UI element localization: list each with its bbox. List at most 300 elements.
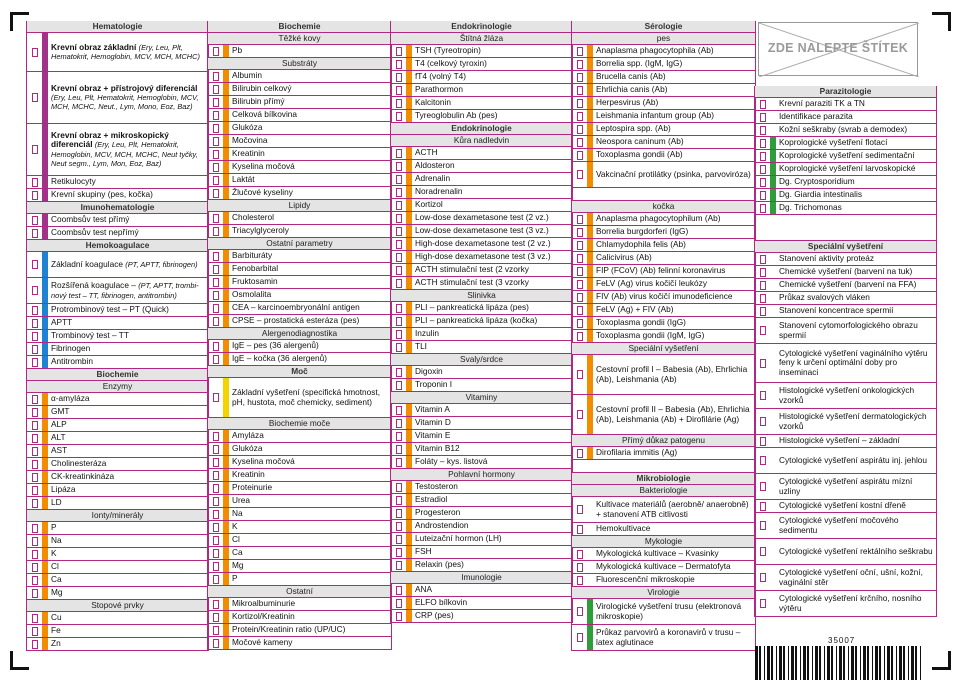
test-checkbox[interactable] [391, 162, 406, 171]
test-item[interactable] [208, 611, 391, 624]
test-item[interactable] [27, 176, 208, 189]
test-checkbox[interactable] [27, 576, 42, 585]
test-item[interactable] [755, 176, 936, 189]
test-item[interactable] [391, 507, 572, 520]
test-item[interactable] [572, 45, 755, 58]
test-checkbox[interactable] [391, 240, 406, 249]
test-checkbox[interactable] [208, 458, 223, 467]
test-item[interactable] [391, 147, 572, 160]
test-checkbox[interactable] [391, 432, 406, 441]
test-checkbox[interactable] [572, 319, 587, 328]
test-item[interactable] [27, 497, 208, 510]
test-checkbox[interactable] [208, 510, 223, 519]
test-item[interactable] [391, 225, 572, 238]
test-item[interactable] [391, 315, 572, 328]
test-item[interactable] [208, 263, 391, 276]
test-checkbox[interactable] [755, 268, 770, 277]
test-checkbox[interactable] [572, 138, 587, 147]
test-checkbox[interactable] [391, 496, 406, 505]
test-checkbox[interactable] [27, 473, 42, 482]
test-checkbox[interactable] [27, 306, 42, 315]
test-checkbox[interactable] [391, 112, 406, 121]
test-checkbox[interactable] [755, 281, 770, 290]
test-checkbox[interactable] [391, 99, 406, 108]
test-checkbox[interactable] [572, 550, 587, 559]
test-item[interactable] [572, 71, 755, 84]
test-item[interactable] [391, 481, 572, 494]
test-checkbox[interactable] [391, 86, 406, 95]
test-item[interactable] [391, 186, 572, 199]
test-item[interactable] [572, 625, 755, 651]
test-item[interactable] [755, 318, 936, 344]
test-item[interactable] [755, 539, 936, 565]
test-checkbox[interactable] [208, 484, 223, 493]
test-item[interactable] [572, 574, 755, 587]
test-checkbox[interactable] [27, 332, 42, 341]
test-item[interactable] [391, 58, 572, 71]
test-checkbox[interactable] [27, 358, 42, 367]
test-item[interactable] [391, 97, 572, 110]
test-checkbox[interactable] [755, 417, 770, 426]
test-checkbox[interactable] [27, 627, 42, 636]
test-item[interactable] [391, 173, 572, 186]
test-item[interactable] [572, 355, 755, 395]
test-item[interactable] [391, 559, 572, 572]
test-item[interactable] [208, 315, 391, 328]
test-item[interactable] [27, 535, 208, 548]
test-item[interactable] [391, 84, 572, 97]
test-item[interactable] [755, 266, 936, 279]
test-checkbox[interactable] [755, 191, 770, 200]
test-checkbox[interactable] [208, 150, 223, 159]
test-item[interactable] [208, 598, 391, 611]
test-checkbox[interactable] [755, 113, 770, 122]
test-checkbox[interactable] [208, 252, 223, 261]
test-checkbox[interactable] [391, 253, 406, 262]
test-checkbox[interactable] [208, 562, 223, 571]
test-item[interactable] [391, 45, 572, 58]
test-item[interactable] [572, 84, 755, 97]
test-item[interactable] [208, 547, 391, 560]
test-item[interactable] [391, 110, 572, 123]
test-item[interactable] [208, 482, 391, 495]
test-item[interactable] [208, 637, 391, 650]
test-checkbox[interactable] [755, 307, 770, 316]
test-item[interactable] [572, 136, 755, 149]
test-item[interactable] [572, 447, 755, 460]
test-item[interactable] [27, 304, 208, 317]
test-item[interactable] [208, 469, 391, 482]
test-item[interactable] [391, 379, 572, 392]
test-item[interactable] [208, 45, 391, 58]
test-item[interactable] [755, 474, 936, 500]
test-item[interactable] [755, 565, 936, 591]
test-item[interactable] [572, 123, 755, 136]
test-item[interactable] [391, 533, 572, 546]
test-item[interactable] [27, 189, 208, 202]
test-item[interactable] [572, 110, 755, 123]
test-checkbox[interactable] [572, 125, 587, 134]
test-item[interactable] [208, 212, 391, 225]
test-checkbox[interactable] [208, 291, 223, 300]
test-checkbox[interactable] [208, 98, 223, 107]
test-item[interactable] [572, 278, 755, 291]
test-checkbox[interactable] [572, 607, 587, 616]
test-checkbox[interactable] [208, 124, 223, 133]
test-checkbox[interactable] [572, 267, 587, 276]
test-item[interactable] [27, 638, 208, 651]
test-checkbox[interactable] [208, 393, 223, 402]
test-checkbox[interactable] [391, 368, 406, 377]
test-item[interactable] [208, 161, 391, 174]
test-checkbox[interactable] [755, 359, 770, 368]
test-checkbox[interactable] [391, 535, 406, 544]
test-item[interactable] [208, 353, 391, 366]
test-checkbox[interactable] [572, 86, 587, 95]
test-item[interactable] [208, 340, 391, 353]
test-item[interactable] [27, 406, 208, 419]
test-checkbox[interactable] [208, 497, 223, 506]
test-checkbox[interactable] [208, 214, 223, 223]
test-item[interactable] [208, 187, 391, 200]
test-checkbox[interactable] [208, 317, 223, 326]
test-item[interactable] [208, 96, 391, 109]
test-checkbox[interactable] [755, 326, 770, 335]
test-item[interactable] [208, 378, 391, 418]
test-item[interactable] [755, 500, 936, 513]
test-item[interactable] [391, 212, 572, 225]
test-checkbox[interactable] [391, 483, 406, 492]
test-checkbox[interactable] [572, 60, 587, 69]
test-item[interactable] [572, 317, 755, 330]
test-checkbox[interactable] [391, 188, 406, 197]
test-checkbox[interactable] [27, 421, 42, 430]
test-item[interactable] [391, 328, 572, 341]
test-item[interactable] [572, 97, 755, 110]
test-checkbox[interactable] [27, 260, 42, 269]
test-checkbox[interactable] [208, 85, 223, 94]
test-checkbox[interactable] [208, 536, 223, 545]
test-checkbox[interactable] [572, 306, 587, 315]
test-checkbox[interactable] [572, 254, 587, 263]
test-item[interactable] [572, 252, 755, 265]
test-item[interactable] [755, 124, 936, 137]
test-checkbox[interactable] [208, 575, 223, 584]
test-item[interactable] [208, 109, 391, 122]
test-item[interactable] [572, 291, 755, 304]
test-item[interactable] [208, 122, 391, 135]
test-checkbox[interactable] [572, 525, 587, 534]
test-item[interactable] [27, 317, 208, 330]
test-checkbox[interactable] [391, 343, 406, 352]
test-item[interactable] [755, 163, 936, 176]
test-item[interactable] [27, 227, 208, 240]
test-item[interactable] [572, 548, 755, 561]
test-item[interactable] [27, 458, 208, 471]
test-item[interactable] [755, 292, 936, 305]
test-item[interactable] [572, 523, 755, 536]
test-item[interactable] [27, 33, 208, 72]
test-checkbox[interactable] [572, 47, 587, 56]
test-checkbox[interactable] [755, 521, 770, 530]
test-item[interactable] [27, 393, 208, 406]
test-checkbox[interactable] [391, 317, 406, 326]
test-item[interactable] [27, 278, 208, 304]
test-item[interactable] [27, 124, 208, 176]
test-checkbox[interactable] [27, 499, 42, 508]
test-checkbox[interactable] [391, 419, 406, 428]
test-checkbox[interactable] [755, 573, 770, 582]
test-item[interactable] [755, 409, 936, 435]
test-item[interactable] [391, 584, 572, 597]
test-item[interactable] [391, 520, 572, 533]
test-checkbox[interactable] [755, 126, 770, 135]
test-checkbox[interactable] [27, 395, 42, 404]
test-item[interactable] [391, 277, 572, 290]
test-item[interactable] [27, 330, 208, 343]
test-item[interactable] [572, 265, 755, 278]
test-item[interactable] [572, 213, 755, 226]
test-checkbox[interactable] [755, 100, 770, 109]
test-checkbox[interactable] [391, 266, 406, 275]
test-checkbox[interactable] [391, 509, 406, 518]
test-checkbox[interactable] [572, 170, 587, 179]
test-checkbox[interactable] [27, 563, 42, 572]
test-checkbox[interactable] [572, 293, 587, 302]
test-item[interactable] [208, 443, 391, 456]
test-checkbox[interactable] [208, 72, 223, 81]
test-checkbox[interactable] [572, 73, 587, 82]
test-checkbox[interactable] [755, 204, 770, 213]
test-checkbox[interactable] [391, 201, 406, 210]
test-item[interactable] [27, 574, 208, 587]
test-checkbox[interactable] [208, 432, 223, 441]
test-item[interactable] [27, 484, 208, 497]
test-item[interactable] [391, 610, 572, 623]
test-checkbox[interactable] [208, 47, 223, 56]
test-item[interactable] [391, 404, 572, 417]
test-checkbox[interactable] [208, 600, 223, 609]
test-checkbox[interactable] [391, 214, 406, 223]
test-checkbox[interactable] [391, 60, 406, 69]
test-item[interactable] [27, 445, 208, 458]
test-checkbox[interactable] [755, 547, 770, 556]
test-item[interactable] [755, 111, 936, 124]
test-item[interactable] [208, 508, 391, 521]
test-item[interactable] [572, 58, 755, 71]
test-checkbox[interactable] [572, 280, 587, 289]
test-item[interactable] [755, 513, 936, 539]
test-checkbox[interactable] [27, 48, 42, 57]
test-checkbox[interactable] [391, 73, 406, 82]
test-checkbox[interactable] [208, 137, 223, 146]
test-item[interactable] [391, 366, 572, 379]
test-checkbox[interactable] [391, 330, 406, 339]
test-item[interactable] [208, 456, 391, 469]
test-item[interactable] [755, 150, 936, 163]
test-item[interactable] [755, 591, 936, 617]
test-item[interactable] [391, 341, 572, 354]
test-checkbox[interactable] [27, 614, 42, 623]
test-checkbox[interactable] [391, 445, 406, 454]
test-item[interactable] [27, 612, 208, 625]
test-checkbox[interactable] [27, 286, 42, 295]
test-item[interactable] [391, 238, 572, 251]
test-item[interactable] [208, 430, 391, 443]
test-item[interactable] [27, 252, 208, 278]
test-item[interactable] [27, 432, 208, 445]
test-checkbox[interactable] [27, 486, 42, 495]
test-item[interactable] [208, 302, 391, 315]
test-item[interactable] [572, 330, 755, 343]
test-item[interactable] [391, 264, 572, 277]
test-item[interactable] [27, 548, 208, 561]
test-checkbox[interactable] [572, 112, 587, 121]
test-checkbox[interactable] [572, 505, 587, 514]
test-item[interactable] [755, 253, 936, 266]
test-item[interactable] [208, 624, 391, 637]
test-checkbox[interactable] [391, 458, 406, 467]
test-checkbox[interactable] [391, 561, 406, 570]
test-checkbox[interactable] [755, 599, 770, 608]
test-checkbox[interactable] [208, 523, 223, 532]
test-checkbox[interactable] [27, 345, 42, 354]
test-checkbox[interactable] [755, 502, 770, 511]
test-checkbox[interactable] [572, 576, 587, 585]
test-checkbox[interactable] [27, 319, 42, 328]
test-item[interactable] [208, 495, 391, 508]
test-checkbox[interactable] [572, 99, 587, 108]
test-checkbox[interactable] [208, 342, 223, 351]
test-item[interactable] [572, 599, 755, 625]
test-item[interactable] [208, 573, 391, 586]
test-checkbox[interactable] [391, 227, 406, 236]
test-item[interactable] [391, 443, 572, 456]
test-item[interactable] [572, 162, 755, 188]
test-item[interactable] [208, 276, 391, 289]
test-checkbox[interactable] [27, 447, 42, 456]
test-item[interactable] [391, 417, 572, 430]
test-checkbox[interactable] [208, 227, 223, 236]
test-checkbox[interactable] [208, 176, 223, 185]
test-checkbox[interactable] [208, 639, 223, 648]
test-checkbox[interactable] [572, 215, 587, 224]
test-item[interactable] [208, 560, 391, 573]
test-item[interactable] [391, 302, 572, 315]
test-item[interactable] [391, 160, 572, 173]
test-checkbox[interactable] [755, 437, 770, 446]
test-checkbox[interactable] [208, 278, 223, 287]
test-item[interactable] [572, 497, 755, 523]
test-checkbox[interactable] [27, 93, 42, 102]
test-checkbox[interactable] [755, 152, 770, 161]
test-item[interactable] [27, 522, 208, 535]
test-item[interactable] [755, 137, 936, 150]
test-checkbox[interactable] [572, 410, 587, 419]
test-checkbox[interactable] [208, 111, 223, 120]
test-checkbox[interactable] [572, 151, 587, 160]
test-item[interactable] [208, 225, 391, 238]
test-item[interactable] [391, 546, 572, 559]
test-item[interactable] [27, 625, 208, 638]
test-item[interactable] [208, 148, 391, 161]
test-item[interactable] [391, 199, 572, 212]
test-checkbox[interactable] [391, 522, 406, 531]
test-item[interactable] [27, 343, 208, 356]
test-item[interactable] [27, 471, 208, 484]
test-checkbox[interactable] [27, 216, 42, 225]
test-item[interactable] [755, 202, 936, 215]
test-checkbox[interactable] [755, 391, 770, 400]
test-item[interactable] [208, 83, 391, 96]
test-checkbox[interactable] [572, 241, 587, 250]
test-item[interactable] [208, 534, 391, 547]
test-item[interactable] [27, 356, 208, 369]
test-item[interactable] [391, 71, 572, 84]
test-item[interactable] [755, 305, 936, 318]
test-checkbox[interactable] [27, 145, 42, 154]
test-checkbox[interactable] [572, 370, 587, 379]
test-checkbox[interactable] [391, 175, 406, 184]
test-checkbox[interactable] [27, 434, 42, 443]
test-checkbox[interactable] [755, 255, 770, 264]
test-checkbox[interactable] [391, 279, 406, 288]
test-item[interactable] [755, 435, 936, 448]
test-checkbox[interactable] [391, 381, 406, 390]
test-checkbox[interactable] [27, 460, 42, 469]
test-item[interactable] [208, 70, 391, 83]
test-checkbox[interactable] [208, 471, 223, 480]
test-checkbox[interactable] [572, 332, 587, 341]
test-checkbox[interactable] [755, 482, 770, 491]
test-item[interactable] [391, 494, 572, 507]
test-item[interactable] [755, 383, 936, 409]
test-checkbox[interactable] [572, 633, 587, 642]
test-item[interactable] [27, 419, 208, 432]
test-checkbox[interactable] [755, 165, 770, 174]
test-checkbox[interactable] [27, 550, 42, 559]
test-checkbox[interactable] [755, 139, 770, 148]
test-checkbox[interactable] [391, 599, 406, 608]
test-item[interactable] [572, 149, 755, 162]
test-checkbox[interactable] [208, 613, 223, 622]
test-item[interactable] [391, 456, 572, 469]
test-checkbox[interactable] [27, 408, 42, 417]
test-item[interactable] [755, 189, 936, 202]
test-checkbox[interactable] [208, 163, 223, 172]
test-item[interactable] [208, 135, 391, 148]
test-checkbox[interactable] [27, 640, 42, 649]
test-item[interactable] [208, 289, 391, 302]
test-item[interactable] [572, 226, 755, 239]
test-checkbox[interactable] [391, 149, 406, 158]
test-checkbox[interactable] [755, 456, 770, 465]
test-item[interactable] [208, 250, 391, 263]
test-checkbox[interactable] [208, 304, 223, 313]
test-checkbox[interactable] [27, 229, 42, 238]
test-checkbox[interactable] [572, 228, 587, 237]
test-checkbox[interactable] [391, 586, 406, 595]
test-item[interactable] [572, 395, 755, 435]
test-item[interactable] [572, 561, 755, 574]
test-checkbox[interactable] [755, 178, 770, 187]
test-item[interactable] [572, 304, 755, 317]
test-item[interactable] [208, 174, 391, 187]
test-checkbox[interactable] [208, 445, 223, 454]
test-checkbox[interactable] [572, 449, 587, 458]
test-checkbox[interactable] [391, 612, 406, 621]
test-checkbox[interactable] [27, 589, 42, 598]
